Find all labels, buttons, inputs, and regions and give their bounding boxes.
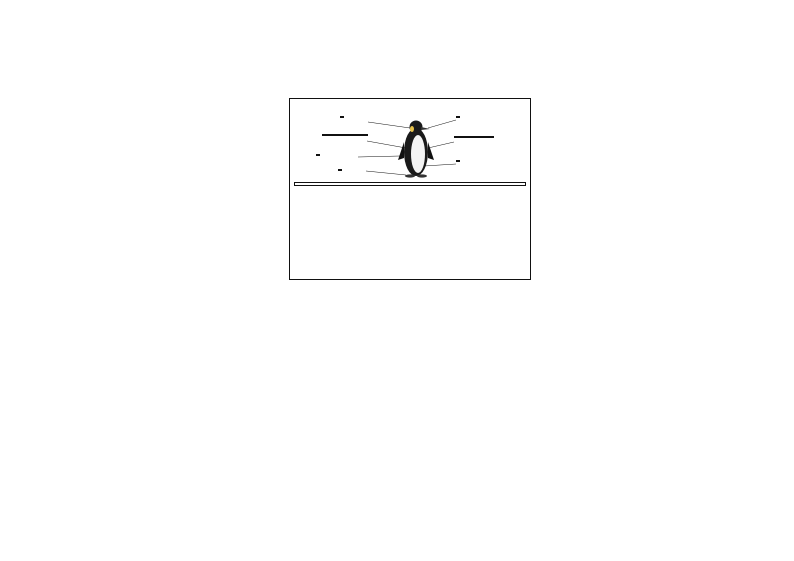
label-beak — [456, 116, 460, 118]
label-brood-pouch — [456, 160, 460, 162]
penguin-diagram — [294, 114, 526, 180]
exam-page-middle — [285, 96, 535, 464]
label-fat — [454, 136, 494, 138]
penguin-poster — [289, 98, 531, 280]
label-webbed-feet — [338, 169, 342, 171]
label-black-white — [322, 134, 368, 136]
label-yellow-patch — [340, 116, 344, 118]
exam-page-left — [30, 96, 280, 464]
penguin-illustration — [294, 114, 524, 180]
label-flippers — [316, 154, 320, 156]
did-you-know-box — [294, 182, 526, 186]
